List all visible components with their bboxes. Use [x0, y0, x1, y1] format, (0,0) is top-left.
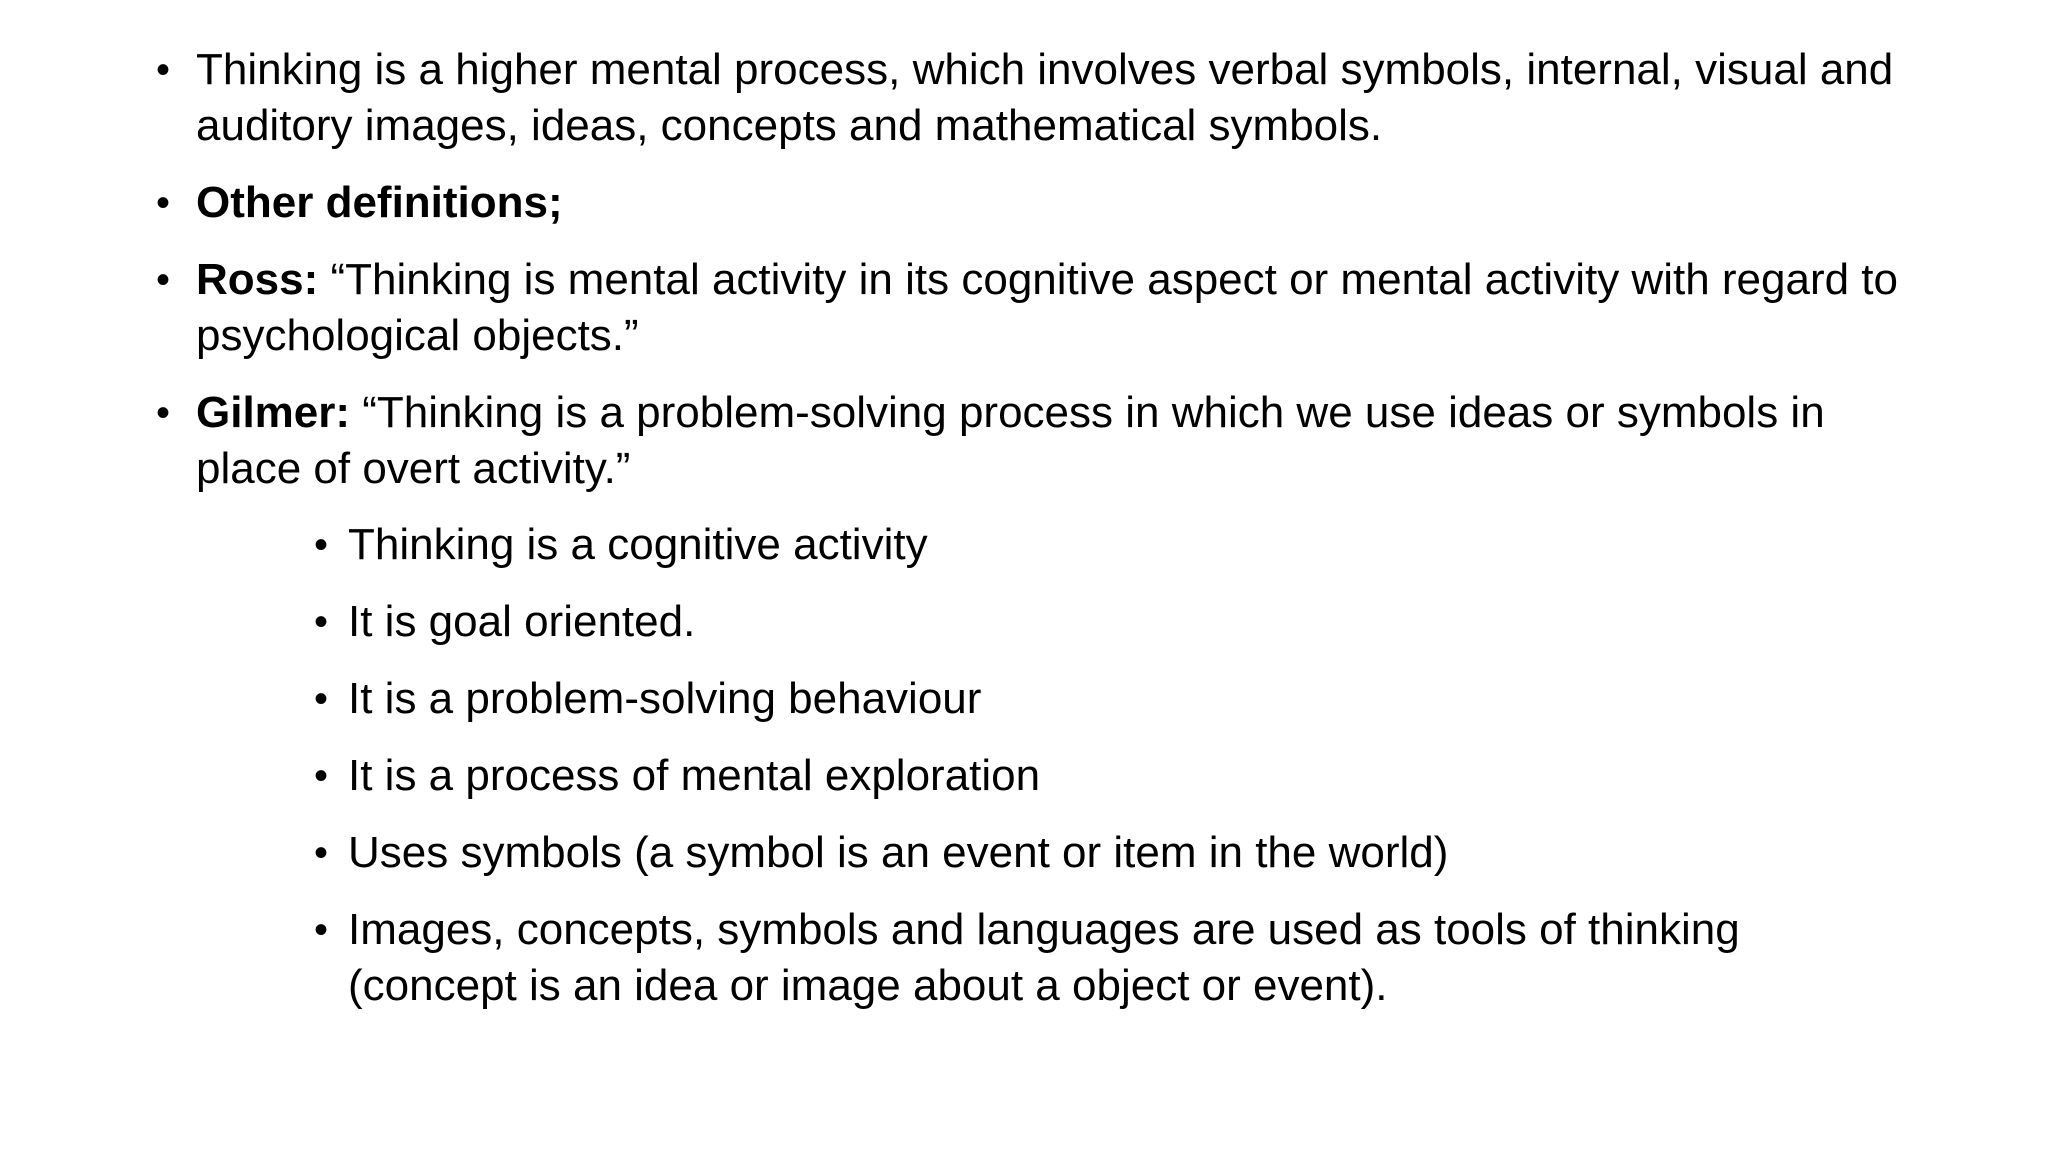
bullet-dot-icon: • — [156, 48, 171, 92]
bullet-text: Thinking is a higher mental process, which involves verbal symbols, internal, visual and auditory images, ideas, concepts and mathematical symbols. — [196, 45, 1894, 150]
bullet-heading: Other definitions; — [196, 178, 563, 227]
sub-bullet-text: It is goal oriented. — [348, 597, 696, 646]
bullet-ross — [150, 252, 1910, 364]
bullet-dot-icon: • — [314, 523, 329, 567]
sub-bullet — [314, 825, 1874, 881]
bullet-gilmer — [150, 385, 1910, 497]
main-bullet-list — [150, 42, 1910, 518]
bullet-dot-icon: • — [314, 831, 329, 875]
bullet-dot-icon: • — [156, 181, 171, 225]
bullet-dot-icon: • — [314, 600, 329, 644]
bullet-definition — [150, 42, 1910, 154]
sub-bullet-text: Images, concepts, symbols and languages are used as tools of thinking (concept is an idea or image about a object or event). — [348, 905, 1740, 1010]
sub-bullet-list — [314, 517, 1874, 1035]
author-label: Ross: — [196, 255, 319, 304]
bullet-dot-icon: • — [314, 908, 329, 952]
author-label: Gilmer: — [196, 388, 351, 437]
sub-bullet-text: It is a process of mental exploration — [348, 751, 1041, 800]
bullet-dot-icon: • — [156, 391, 171, 435]
sub-bullet-text: It is a problem-solving behaviour — [348, 674, 982, 723]
sub-bullet — [314, 748, 1874, 804]
quote-text: “Thinking is a problem-solving process in which we use ideas or symbols in place of overt activity.” — [196, 388, 1825, 493]
sub-bullet — [314, 594, 1874, 650]
bullet-dot-icon: • — [156, 258, 171, 302]
sub-bullet — [314, 517, 1874, 573]
sub-bullet-text: Uses symbols (a symbol is an event or item in the world) — [348, 828, 1449, 877]
bullet-dot-icon: • — [314, 677, 329, 721]
sub-bullet — [314, 671, 1874, 727]
sub-bullet — [314, 902, 1874, 1014]
bullet-other-definitions — [150, 175, 1910, 231]
bullet-dot-icon: • — [314, 754, 329, 798]
sub-bullet-text: Thinking is a cognitive activity — [348, 520, 928, 569]
quote-text: “Thinking is mental activity in its cognitive aspect or mental activity with regard to psychological objects.” — [196, 255, 1898, 360]
